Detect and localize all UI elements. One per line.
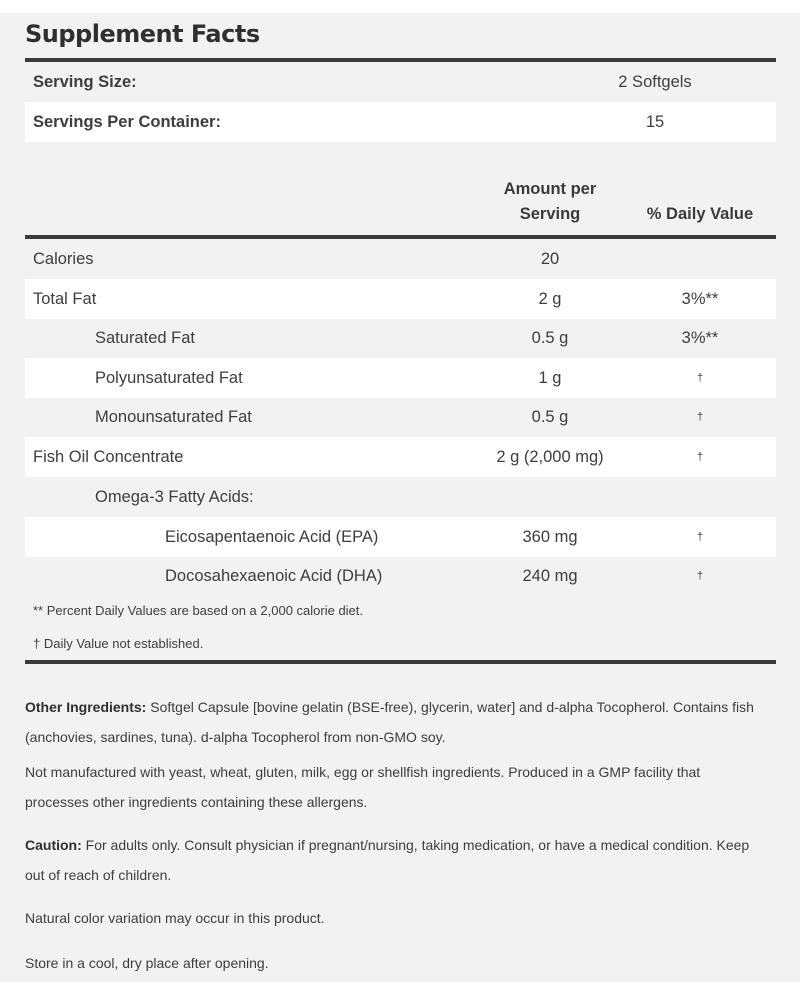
nutrient-row-total-fat (25, 279, 776, 319)
nutrient-row-omega-3 (25, 477, 776, 517)
nutrient-amount: 0.5 g (531, 329, 569, 347)
other-ingredients (25, 692, 765, 752)
caution-text: For adults only. Consult physician if pregnant/nursing, taking medication, or have a medical condition. Keep out of reach of children. (25, 837, 750, 883)
nutrient-label: Docosahexaenoic Acid (DHA) (165, 567, 383, 585)
nutrient-amount: 2 g (2,000 mg) (496, 448, 604, 466)
nutrient-row-polyunsaturated-fat (25, 358, 776, 398)
nutrient-label: Omega-3 Fatty Acids: (95, 488, 254, 506)
nutrient-amount (465, 477, 635, 517)
nutrient-row-dha (25, 556, 776, 596)
nutrient-label: Saturated Fat (95, 329, 195, 347)
nutrient-daily-value: 3%** (681, 290, 719, 308)
nutrient-row-monounsaturated-fat (25, 397, 776, 437)
nutrient-daily-value (635, 477, 765, 517)
servings-per-container-value: 15 (645, 113, 665, 131)
nutrient-row-fish-oil-concentrate (25, 437, 776, 477)
color-variation-note: Natural color variation may occur in this product. (25, 910, 325, 926)
nutrient-label: Eicosapentaenoic Acid (EPA) (165, 528, 379, 546)
nutrient-amount: 2 g (538, 290, 562, 308)
allergen-note: Not manufactured with yeast, wheat, gluten, milk, egg or shellfish ingredients. Produced in a GMP facility that processes other ingredients containing these allergens. (25, 764, 701, 810)
footnote-percent-daily-values: ** Percent Daily Values are based on a 2,000 calorie diet. (33, 603, 364, 618)
table-bottom-divider (25, 660, 776, 664)
nutrient-label: Fish Oil Concentrate (33, 448, 184, 466)
nutrient-amount: 240 mg (522, 567, 578, 585)
nutrient-row-calories (25, 239, 776, 279)
nutrient-amount: 360 mg (522, 528, 578, 546)
nutrient-daily-value (635, 239, 765, 279)
nutrient-label: Calories (33, 250, 94, 268)
footnote-daily-value-not-established: † Daily Value not established. (33, 636, 204, 651)
dagger-icon: † (696, 570, 704, 582)
dagger-icon: † (696, 451, 704, 463)
nutrient-row-epa (25, 517, 776, 557)
nutrient-label: Total Fat (33, 290, 97, 308)
caution-label: Caution: (25, 837, 82, 853)
servings-per-container-label: Servings Per Container: (33, 113, 221, 131)
caution (25, 830, 765, 890)
storage-note: Store in a cool, dry place after opening. (25, 955, 269, 971)
other-ingredients-label: Other Ingredients: (25, 699, 147, 715)
other-ingredients-text: Softgel Capsule [bovine gelatin (BSE-free), glycerin, water] and d-alpha Tocopherol. Contains fish (anchovies, sardines, tuna). d-alpha Tocopherol from non-GMO soy. (25, 699, 754, 745)
serving-size-row (25, 62, 776, 102)
amount-per-serving-header (465, 177, 635, 227)
dagger-icon: † (696, 531, 704, 543)
nutrient-amount: 20 (540, 250, 560, 268)
nutrient-label: Monounsaturated Fat (95, 408, 252, 426)
nutrient-amount: 0.5 g (531, 408, 569, 426)
nutrient-amount: 1 g (538, 369, 562, 387)
page-title: Supplement Facts (25, 20, 260, 48)
serving-size-label: Serving Size: (33, 73, 137, 91)
nutrient-row-saturated-fat (25, 318, 776, 358)
amount-header-line2: Serving (519, 205, 581, 223)
nutrient-daily-value: 3%** (681, 329, 719, 347)
dagger-icon: † (696, 372, 704, 384)
serving-size-value: 2 Softgels (618, 73, 692, 91)
daily-value-header: % Daily Value (646, 205, 754, 223)
nutrient-label: Polyunsaturated Fat (95, 369, 243, 387)
amount-header-line1: Amount per (503, 180, 597, 198)
dagger-icon: † (696, 411, 704, 423)
servings-per-container-row (25, 102, 776, 142)
